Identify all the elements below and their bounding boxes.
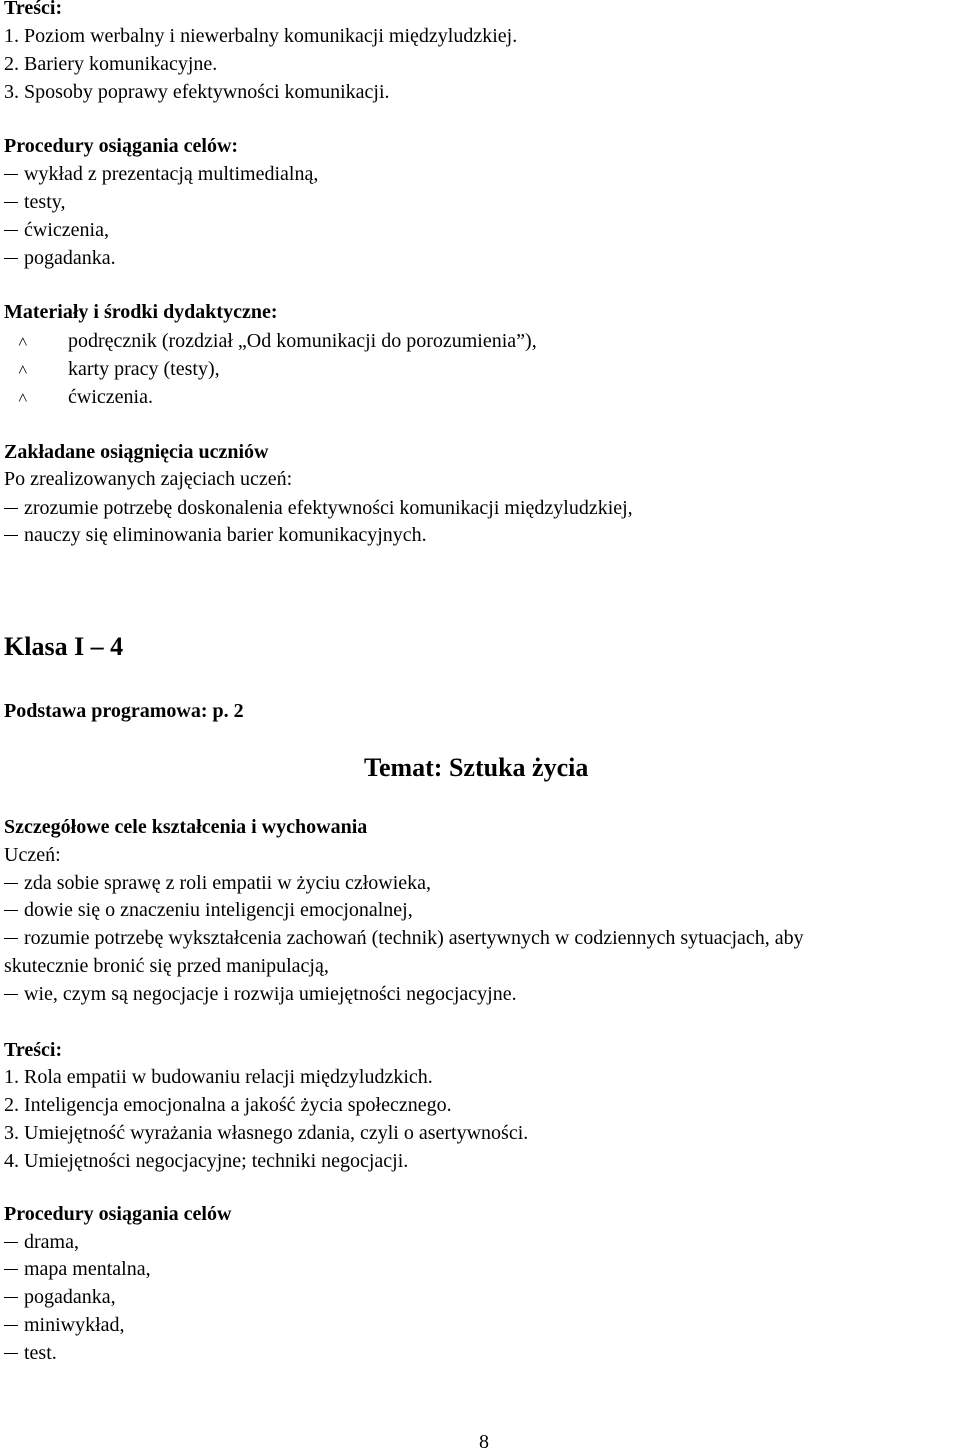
dash-icon — [4, 1242, 18, 1243]
topic-title: Temat: Sztuka życia — [364, 753, 589, 782]
wedge-bullet-icon: ˄ — [18, 332, 28, 351]
wedge-bullet-icon: ˄ — [18, 388, 28, 407]
list-item: pogadanka, — [4, 1283, 116, 1311]
list-item: 2. Inteligencja emocjonalna a jakość życia społecznego. — [4, 1094, 452, 1116]
list-item: test. — [4, 1339, 57, 1367]
cele-heading: Szczegółowe cele kształcenia i wychowania — [4, 816, 368, 838]
list-item: 3. Umiejętność wyrażania własnego zdania, czyli o asertywności. — [4, 1122, 529, 1144]
cele-intro: Uczeń: — [4, 844, 61, 866]
list-item: testy, — [4, 188, 65, 216]
podstawa-heading: Podstawa programowa: p. 2 — [4, 700, 244, 722]
tresci-heading: Treści: — [4, 0, 63, 19]
list-item: wykład z prezentacją multimedialną, — [4, 160, 318, 188]
list-item: ˄ ćwiczenia. — [18, 383, 153, 412]
procedury-heading: Procedury osiągania celów: — [4, 135, 239, 157]
list-item: ˄ podręcznik (rozdział „Od komunikacji do porozumienia”), — [18, 327, 537, 356]
dash-icon — [4, 258, 18, 259]
dash-icon — [4, 938, 18, 939]
klasa-heading: Klasa I – 4 — [4, 632, 124, 661]
osiagniecia-intro: Po zrealizowanych zajęciach uczeń: — [4, 468, 293, 490]
dash-icon — [4, 202, 18, 203]
list-item: dowie się o znaczeniu inteligencji emocjonalnej, — [4, 896, 413, 924]
list-item: nauczy się eliminowania barier komunikacyjnych. — [4, 521, 427, 549]
dash-icon — [4, 508, 18, 509]
list-item: 2. Bariery komunikacyjne. — [4, 53, 218, 75]
list-item: wie, czym są negocjacje i rozwija umiejętności negocjacyjne. — [4, 980, 517, 1008]
list-item: 1. Rola empatii w budowaniu relacji międzyludzkich. — [4, 1066, 433, 1088]
dash-icon — [4, 230, 18, 231]
tresci-heading: Treści: — [4, 1039, 63, 1061]
osiagniecia-heading: Zakładane osiągnięcia uczniów — [4, 441, 269, 463]
dash-icon — [4, 883, 18, 884]
procedury-heading: Procedury osiągania celów — [4, 1203, 232, 1225]
list-item: ćwiczenia, — [4, 216, 109, 244]
list-item: miniwykład, — [4, 1311, 125, 1339]
list-item: rozumie potrzebę wykształcenia zachowań (technik) asertywnych w codziennych sytuacjach, aby — [4, 924, 804, 952]
dash-icon — [4, 174, 18, 175]
dash-icon — [4, 994, 18, 995]
dash-icon — [4, 1325, 18, 1326]
list-item: 4. Umiejętności negocjacyjne; techniki negocjacji. — [4, 1150, 409, 1172]
dash-icon — [4, 1269, 18, 1270]
dash-icon — [4, 535, 18, 536]
dash-icon — [4, 910, 18, 911]
list-item: zrozumie potrzebę doskonalenia efektywności komunikacji międzyludzkiej, — [4, 494, 633, 522]
wedge-bullet-icon: ˄ — [18, 360, 28, 379]
materialy-heading: Materiały i środki dydaktyczne: — [4, 301, 278, 323]
list-item: drama, — [4, 1228, 79, 1256]
list-item: ˄ karty pracy (testy), — [18, 355, 220, 384]
list-item-continuation: skutecznie bronić się przed manipulacją, — [4, 955, 329, 977]
list-item: 3. Sposoby poprawy efektywności komunikacji. — [4, 81, 390, 103]
list-item: mapa mentalna, — [4, 1255, 151, 1283]
list-item: zda sobie sprawę z roli empatii w życiu człowieka, — [4, 869, 431, 897]
dash-icon — [4, 1353, 18, 1354]
dash-icon — [4, 1297, 18, 1298]
page-number: 8 — [479, 1431, 489, 1453]
list-item: 1. Poziom werbalny i niewerbalny komunikacji międzyludzkiej. — [4, 25, 518, 47]
list-item: pogadanka. — [4, 244, 116, 272]
